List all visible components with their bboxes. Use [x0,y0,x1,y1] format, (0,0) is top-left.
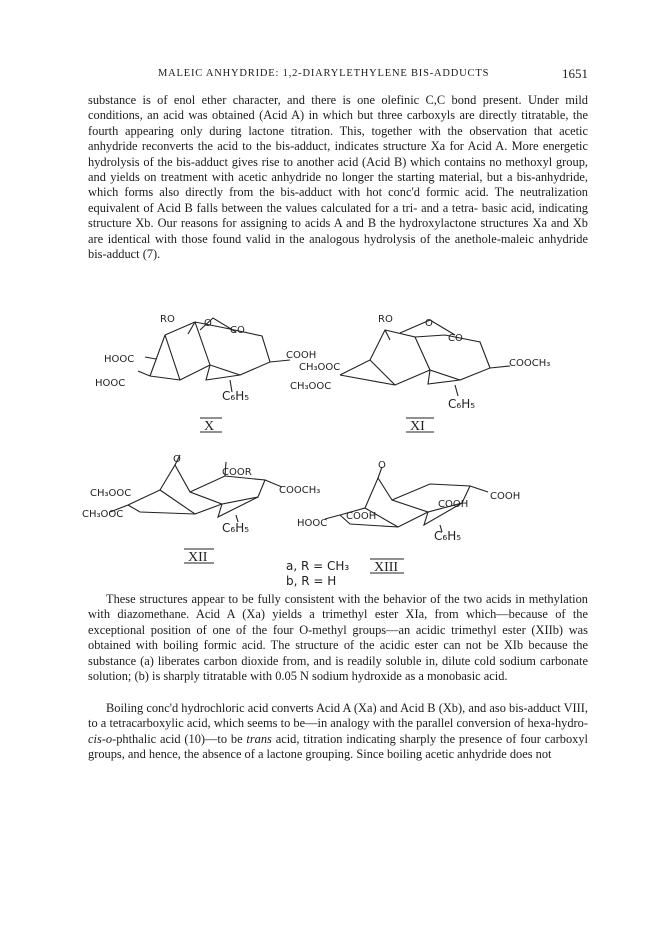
p3-text-3: acid, titration indicating sharply the presence of four carboxyl groups, and hence, the absence of a lactone grouping. Since boiling acetic anhydride does not [88,731,588,762]
paragraph-3 [88,701,588,763]
p3-text-2: -phthalic acid (10)—to be [112,731,247,746]
xiii-phenyl: C₆H₅ [434,529,462,543]
x-o-label: O [204,318,212,329]
x-co-label: CO [230,325,245,336]
xi-ro-label: RO [378,314,393,325]
xi-cooch3: COOCH₃ [509,358,551,369]
p3-text-1: Boiling conc'd hydrochloric acid converts Acid A (Xa) and Acid B (Xb), and aso bis-adduct VIII, to a tetracarboxylic acid, which seems to be—in analogy with the parallel conversion of hexa-hydro- [88,701,588,731]
x-hooc-lower: HOOC [95,378,126,389]
structure-x [95,314,316,434]
xiii-cooh-small: COOH [346,511,377,522]
x-phenyl: C₆H₅ [222,389,250,403]
structure-xii [82,454,320,565]
x-ro-label: RO [160,314,175,325]
xiii-cooh-out: COOH [490,491,521,502]
p3-italic-cis: cis-o [88,731,113,746]
xii-o-label: O [173,454,181,465]
xiii-o-label: O [378,460,386,471]
x-label: X [204,419,215,434]
xii-coor: COOR [222,467,252,478]
structure-xi [290,314,550,434]
xiii-cooh-inner: COOH [438,499,469,510]
xi-ester-lower: CH₃OOC [290,381,332,392]
xi-o-label: O [425,318,433,329]
paragraph-2: These structures appear to be fully consistent with the behavior of the two acids in methylation with diazomethane. Acid A (Xa) yields a trimethyl ester XIa, from which—because of the exceptional position of one of the four O-methyl groups—an acidic trimethyl ester (XIIb) was obtained with boiling formic acid. The structure of the acidic ester can not be XIb because the substance (a) liberates carbon dioxide from, and is readily soluble in, dilute cold sodium carbonate solution; (b) is sharply titratable with 0.05 N sodium hydroxide as a monobasic acid. [88,592,588,684]
paragraph-1: substance is of enol ether character, and there is one olefinic C,C bond present. Under mild conditions, an acid was obtained (Acid A) in which but three carboxyls are directly titratable, the fourth appearing only during lactone titration. This, together with the observation that acetic anhydride reconverts the acid to the bis-adduct, indicates structure Xa for Acid A. More energetic hydrolysis of the bis-adduct gives rise to another acid (Acid B) which contains no methoxyl group, and yields on treatment with acetic anhydride no longer the starting material, but a bis-anhydride, which forms also directly from the bis-adduct with hot conc'd formic acid. The neutralization equivalent of Acid B falls between the values calculated for a tri- and a tetra- basic acid, indicating structure Xb. Our reasons for assigning to acids A and B the hydroxylactone structures Xa and Xb are identical with those found valid in the analogous hydrolysis of the anethole-maleic anhydride bis-adduct (7). [88,93,588,262]
xi-phenyl: C₆H₅ [448,397,476,411]
xi-co-label: CO [448,333,463,344]
legend-a: a, R = CH₃ [286,559,350,573]
xi-ester-upper: CH₃OOC [299,362,341,373]
structure-xiii [297,460,520,575]
xi-label: XI [410,419,425,434]
x-cooh: COOH [286,350,317,361]
xiii-hooc: HOOC [297,518,328,529]
page-number: 1651 [562,66,588,81]
xii-phenyl: C₆H₅ [222,521,250,535]
p3-italic-trans: trans [246,731,272,746]
xii-ester-lower: CH₃OOC [82,509,124,520]
running-head: MALEIC ANHYDRIDE: 1,2-DIARYLETHYLENE BIS-ADDUCTS [158,68,490,79]
xii-label: XII [188,550,208,565]
x-hooc-upper: HOOC [104,354,135,365]
xii-ester-upper: CH₃OOC [90,488,132,499]
legend-b: b, R = H [286,574,337,588]
xiii-label: XIII [374,560,399,575]
xii-cooch3: COOCH₃ [279,485,321,496]
